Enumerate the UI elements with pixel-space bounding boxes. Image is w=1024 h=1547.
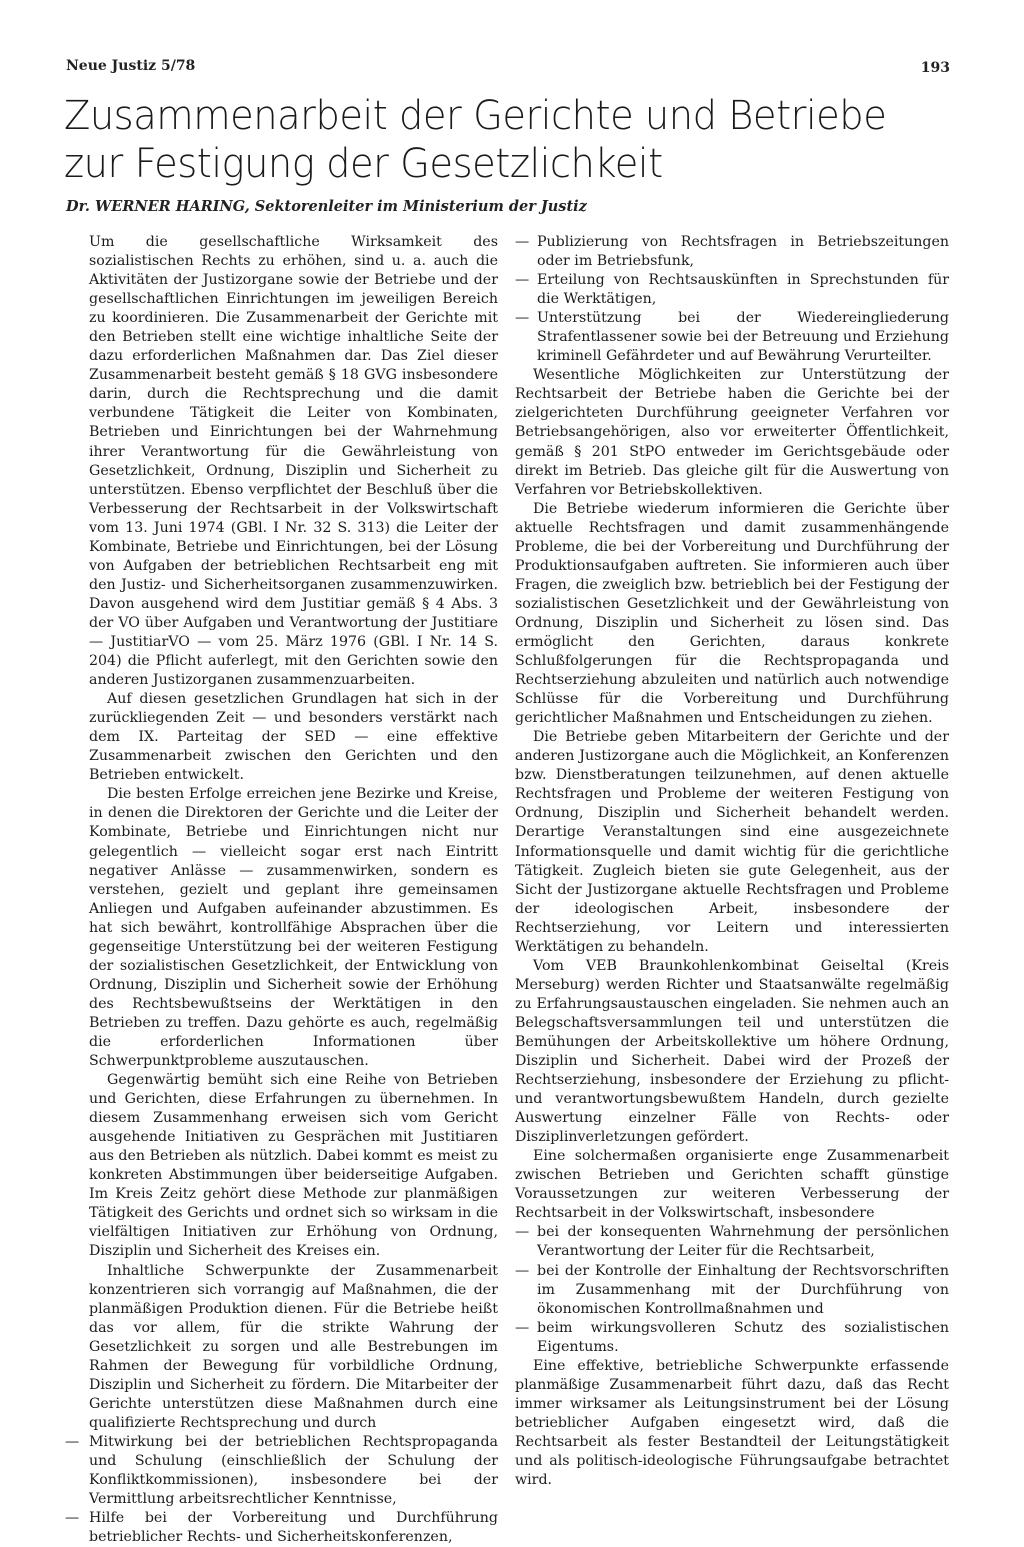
paragraph: Auf diesen gesetzlichen Grundlagen hat sich in der zurückliegenden Zeit — und besonders verstärkt nach dem IX. Parteitag der SED — eine effektive Zusammenarbeit zwischen den Gerichten und den Betrieben entwickelt.: [89, 691, 498, 784]
journal-running-head: Neue Justiz 5/78: [66, 58, 196, 74]
paragraph: Wesentliche Möglichkeiten zur Unterstützung der Rechtsarbeit der Betriebe haben die Gerichte bei der zielgerichteten Durchführung geeigneter Verfahren vor Betriebsangehörigen, also vor erweiterter Öffentlichkeit, gemäß § 201 StPO entweder im Gerichtsgebäude oder direkt im Betrieb. Das gleiche gilt für die Auswertung von Verfahren vor Betriebskollektiven.: [515, 367, 949, 498]
article-title: [64, 92, 928, 188]
title-line-2: zur Festigung der Gesetzlichkeit: [64, 141, 663, 187]
author-role: , Sektorenleiter im Ministerium der Justiz: [244, 198, 587, 215]
list-item: — beim wirkungsvolleren Schutz des sozialistischen Eigentums.: [515, 1319, 949, 1357]
paragraph: Eine solchermaßen organisierte enge Zusammenarbeit zwischen Betrieben und Gerichten schafft günstige Voraussetzungen zur weiteren Verbesserung der Rechtsarbeit in der Volkswirtschaft, insbesondere: [515, 1148, 949, 1222]
right-column: [515, 233, 949, 1490]
paragraph: Eine effektive, betriebliche Schwerpunkte erfassende planmäßige Zusammenarbeit führt dazu, daß das Recht immer wirksamer als Leitungsinstrument bei der Lösung betrieblicher Aufgaben eingesetzt wird, daß die Rechtsarbeit als fester Bestandteil der Leitungstätigkeit und als politisch-ideologische Führungsaufgabe betrachtet wird.: [515, 1357, 949, 1489]
list-item: — bei der Kontrolle der Einhaltung der Rechtsvorschriften im Zusammenhang mit der Durchführung von ökonomischen Kontrollmaßnahmen und: [515, 1262, 949, 1319]
list-item: — Mitwirkung bei der betrieblichen Rechtspropaganda und Schulung (einschließlich der Schulung der Konfliktkommissionen), insbesondere bei der Vermittlung arbeitsrechtlicher Kenntnisse,: [65, 1433, 498, 1509]
paragraph: Gegenwärtig bemüht sich eine Reihe von Betrieben und Gerichten, diese Erfahrungen zu übernehmen. In diesem Zusammenhang erweisen sich vom Gericht ausgehende Initiativen zu Gesprächen mit Justitiaren aus den Betrieben als nützlich. Dabei kommt es meist zu konkreten Abstimmungen über beiderseitige Aufgaben. Im Kreis Zeitz gehört diese Methode zur planmäßigen Tätigkeit des Gerichts und ordnet sich so wirksam in die vielfältigen Initiativen zur Erhöhung von Ordnung, Disziplin und Sicherheit des Kreises ein.: [89, 1072, 498, 1260]
list-item: — bei der konsequenten Wahrnehmung der persönlichen Verantwortung der Leiter für die Rechtsarbeit,: [515, 1223, 949, 1261]
list-item: — Unterstützung bei der Wiedereingliederung Strafentlassener sowie bei der Betreuung und Erziehung kriminell Gefährdeter und auf Bewährung Verurteilter.: [515, 309, 949, 366]
list-item: — Publizierung von Rechtsfragen in Betriebszeitungen oder im Betriebsfunk,: [515, 233, 949, 271]
paragraph: Vom VEB Braunkohlenkombinat Geiseltal (Kreis Merseburg) werden Richter und Staatsanwälte regelmäßig zu Erfahrungsaustauschen eingeladen. Sie nehmen auch an Belegschaftsversammlungen teil und unterstützen die Bemühungen der Arbeitskollektive um höhere Ordnung, Disziplin und Sicherheit. Dabei wird der Prozeß der Rechtserziehung, insbesondere der Erziehung zu pflicht- und verantwortungsbewußtem Handeln, durch gezielte Auswertung einzelner Fälle von Rechts- oder Disziplinverletzungen gefördert.: [515, 957, 949, 1146]
left-column: [89, 233, 498, 1547]
page-number: 193: [920, 60, 950, 76]
list-item: — Erteilung von Rechtsauskünften in Sprechstunden für die Werktätigen,: [515, 271, 949, 309]
paragraph: Die besten Erfolge erreichen jene Bezirke und Kreise, in denen die Direktoren der Gerichte und die Leiter der Kombinate, Betriebe und Einrichtungen nicht nur gelegentlich — vielleicht sogar erst nach Eintritt negativer Anlässe — zusammenwirken, sondern es verstehen, gezielt und geplant ihre gemeinsamen Anliegen und Aufgaben aufeinander abzustimmen. Es hat sich bewährt, kontrollfähige Absprachen über die gegenseitige Unterstützung bei der weiteren Festigung der sozialistischen Gesetzlichkeit, der Entwicklung von Ordnung, Disziplin und Sicherheit sowie der Erhöhung des Rechtsbewußtseins der Werktätigen in den Betrieben zu treffen. Dazu gehörte es auch, regelmäßig die erforderlichen Informationen über Schwerpunktprobleme auszutauschen.: [89, 786, 498, 1070]
title-line-1: Zusammenarbeit der Gerichte und Betriebe: [64, 93, 887, 139]
paragraph: Die Betriebe wiederum informieren die Gerichte über aktuelle Rechtsfragen und damit zusammenhängende Probleme, die bei der Vorbereitung und Durchführung der Produktionsaufgaben auftreten. Sie informieren auch über Fragen, die zweiglich bzw. betrieblich bei der Festigung der sozialistischen Gesetzlichkeit und der Gewährleistung von Ordnung, Disziplin und Sicherheit zu lösen sind. Das ermöglicht den Gerichten, daraus konkrete Schlußfolgerungen für die Rechtspropaganda und Rechtserziehung abzuleiten und natürlich auch notwendige Schlüsse für die Vorbereitung und Durchführung gerichtlicher Maßnahmen und Entscheidungen zu ziehen.: [515, 500, 949, 727]
paragraph: Inhaltliche Schwerpunkte der Zusammenarbeit konzentrieren sich vorrangig auf Maßnahmen, die der planmäßigen Produktion dienen. Für die Betriebe heißt das vor allem, für die strikte Wahrung der Gesetzlichkeit zu sorgen und alle Bestrebungen im Rahmen der Bewegung für vorbildliche Ordnung, Disziplin und Sicherheit zu fördern. Die Mitarbeiter der Gerichte unterstützen diese Maßnahmen durch eine qualifizierte Rechtsprechung und durch: [89, 1262, 498, 1431]
paragraph: Die Betriebe geben Mitarbeitern der Gerichte und der anderen Justizorgane auch die Möglichkeit, an Konferenzen bzw. Dienstberatungen teilzunehmen, auf denen aktuelle Rechtsfragen und Probleme der weiteren Festigung von Ordnung, Disziplin und Sicherheit behandelt werden. Derartige Veranstaltungen sind eine ausgezeichnete Informationsquelle und damit wichtig für die gerichtliche Tätigkeit. Zugleich bieten sie gute Gelegenheit, aus der Sicht der Justizorgane aktuelle Rechtsfragen und Probleme der ideologischen Arbeit, insbesondere der Rechtserziehung, vor Leitern und interessierten Werktätigen zu behandeln.: [515, 729, 949, 955]
paragraph: Um die gesellschaftliche Wirksamkeit des sozialistischen Rechts zu erhöhen, sind u. a. auch die Aktivitäten der Justizorgane sowie der Betriebe und der gesellschaftlichen Einrichtungen im jeweiligen Bereich zu koordinieren. Die Zusammenarbeit der Gerichte mit den Betrieben stellt eine wichtige inhaltliche Seite der dazu erforderlichen Maßnahmen dar. Das Ziel dieser Zusammenarbeit besteht gemäß § 18 GVG insbesondere darin, durch die Rechtsprechung und die damit verbundene Tätigkeit die Leiter von Kombinaten, Betrieben und Einrichtungen bei der Wahrnehmung ihrer Verantwortung für die Gewährleistung von Gesetzlichkeit, Ordnung, Disziplin und Sicherheit zu unterstützen. Ebenso verpflichtet der Beschluß über die Verbesserung der Rechtsarbeit in der Volkswirtschaft vom 13. Juni 1974 (GBl. I Nr. 32 S. 313) die Leiter der Kombinate, Betriebe und Einrichtungen, bei der Lösung von Aufgaben der betrieblichen Rechtsarbeit eng mit den Justiz- und Sicherheitsorganen zusammenzuwirken. Davon ausgehend wird dem Justitiar gemäß § 4 Abs. 3 der VO über Aufgaben und Verantwortung der Justitiare — JustitiarVO — vom 25. März 1976 (GBl. I Nr. 14 S. 204) die Pflicht auferlegt, mit den Gerichten sowie den anderen Justizorganen zusammenzuarbeiten.: [89, 234, 498, 689]
author-name: Dr. WERNER HARING: [66, 198, 245, 215]
author-byline: [66, 198, 946, 215]
list-item: — Hilfe bei der Vorbereitung und Durchführung betrieblicher Rechts- und Sicherheitskonferenzen,: [65, 1509, 498, 1547]
